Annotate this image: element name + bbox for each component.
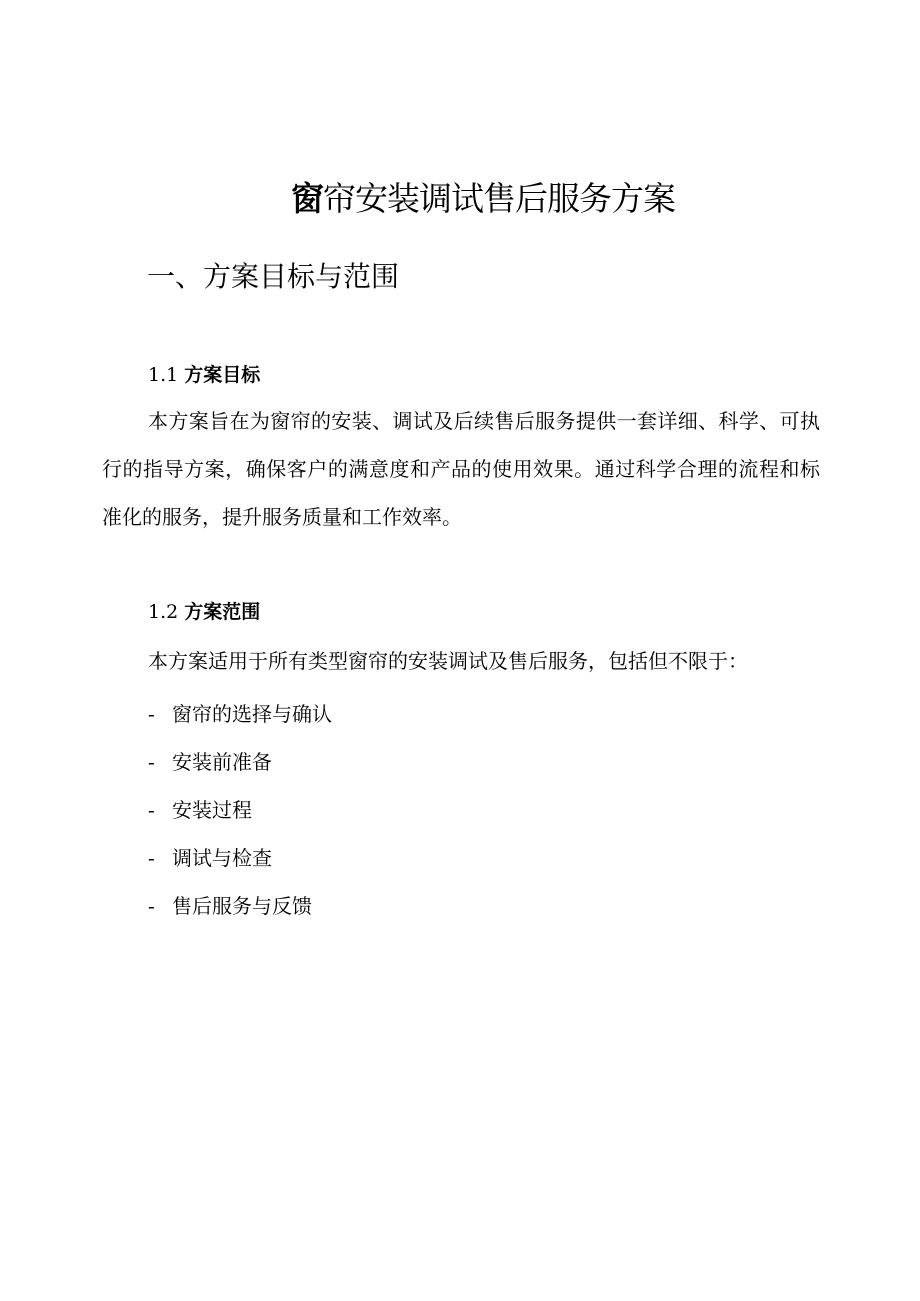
list-marker: - <box>148 798 155 822</box>
list-item <box>148 738 332 786</box>
list-marker: - <box>148 894 155 918</box>
document-title <box>0 176 920 222</box>
subsection-heading-scope <box>148 598 260 626</box>
list-item <box>148 786 332 834</box>
document-title-first-char: 窗 <box>291 179 323 218</box>
list-item-text: 售后服务与反馈 <box>172 894 312 918</box>
list-marker: - <box>148 750 155 774</box>
list-item-text: 安装前准备 <box>172 750 272 774</box>
list-item-text: 安装过程 <box>172 798 252 822</box>
list-item <box>148 690 332 738</box>
subsection-title: 方案目标 <box>184 364 261 386</box>
list-item <box>148 834 332 882</box>
scope-paragraph: 本方案适用于所有类型窗帘的安装调试及售后服务，包括但不限于： <box>148 649 748 673</box>
section-heading: 一、方案目标与范围 <box>147 260 400 293</box>
subsection-title: 方案范围 <box>184 601 261 623</box>
list-item-text: 窗帘的选择与确认 <box>172 702 332 726</box>
scope-list <box>148 690 332 930</box>
list-marker: - <box>148 846 155 870</box>
list-marker: - <box>148 702 155 726</box>
subsection-heading-goal <box>148 361 260 389</box>
list-item <box>148 882 332 930</box>
goal-paragraph: 本方案旨在为窗帘的安装、调试及后续售后服务提供一套详细、科学、可执行的指导方案，确保客户的满意度和产品的使用效果。通过科学合理的流程和标准化的服务，提升服务质量和工作效率。 <box>102 409 820 529</box>
subsection-number: 1.1 <box>148 364 179 386</box>
list-item-text: 调试与检查 <box>172 846 272 870</box>
subsection-number: 1.2 <box>148 601 179 623</box>
document-title-rest: 帘安装调试售后服务方案 <box>323 179 675 218</box>
